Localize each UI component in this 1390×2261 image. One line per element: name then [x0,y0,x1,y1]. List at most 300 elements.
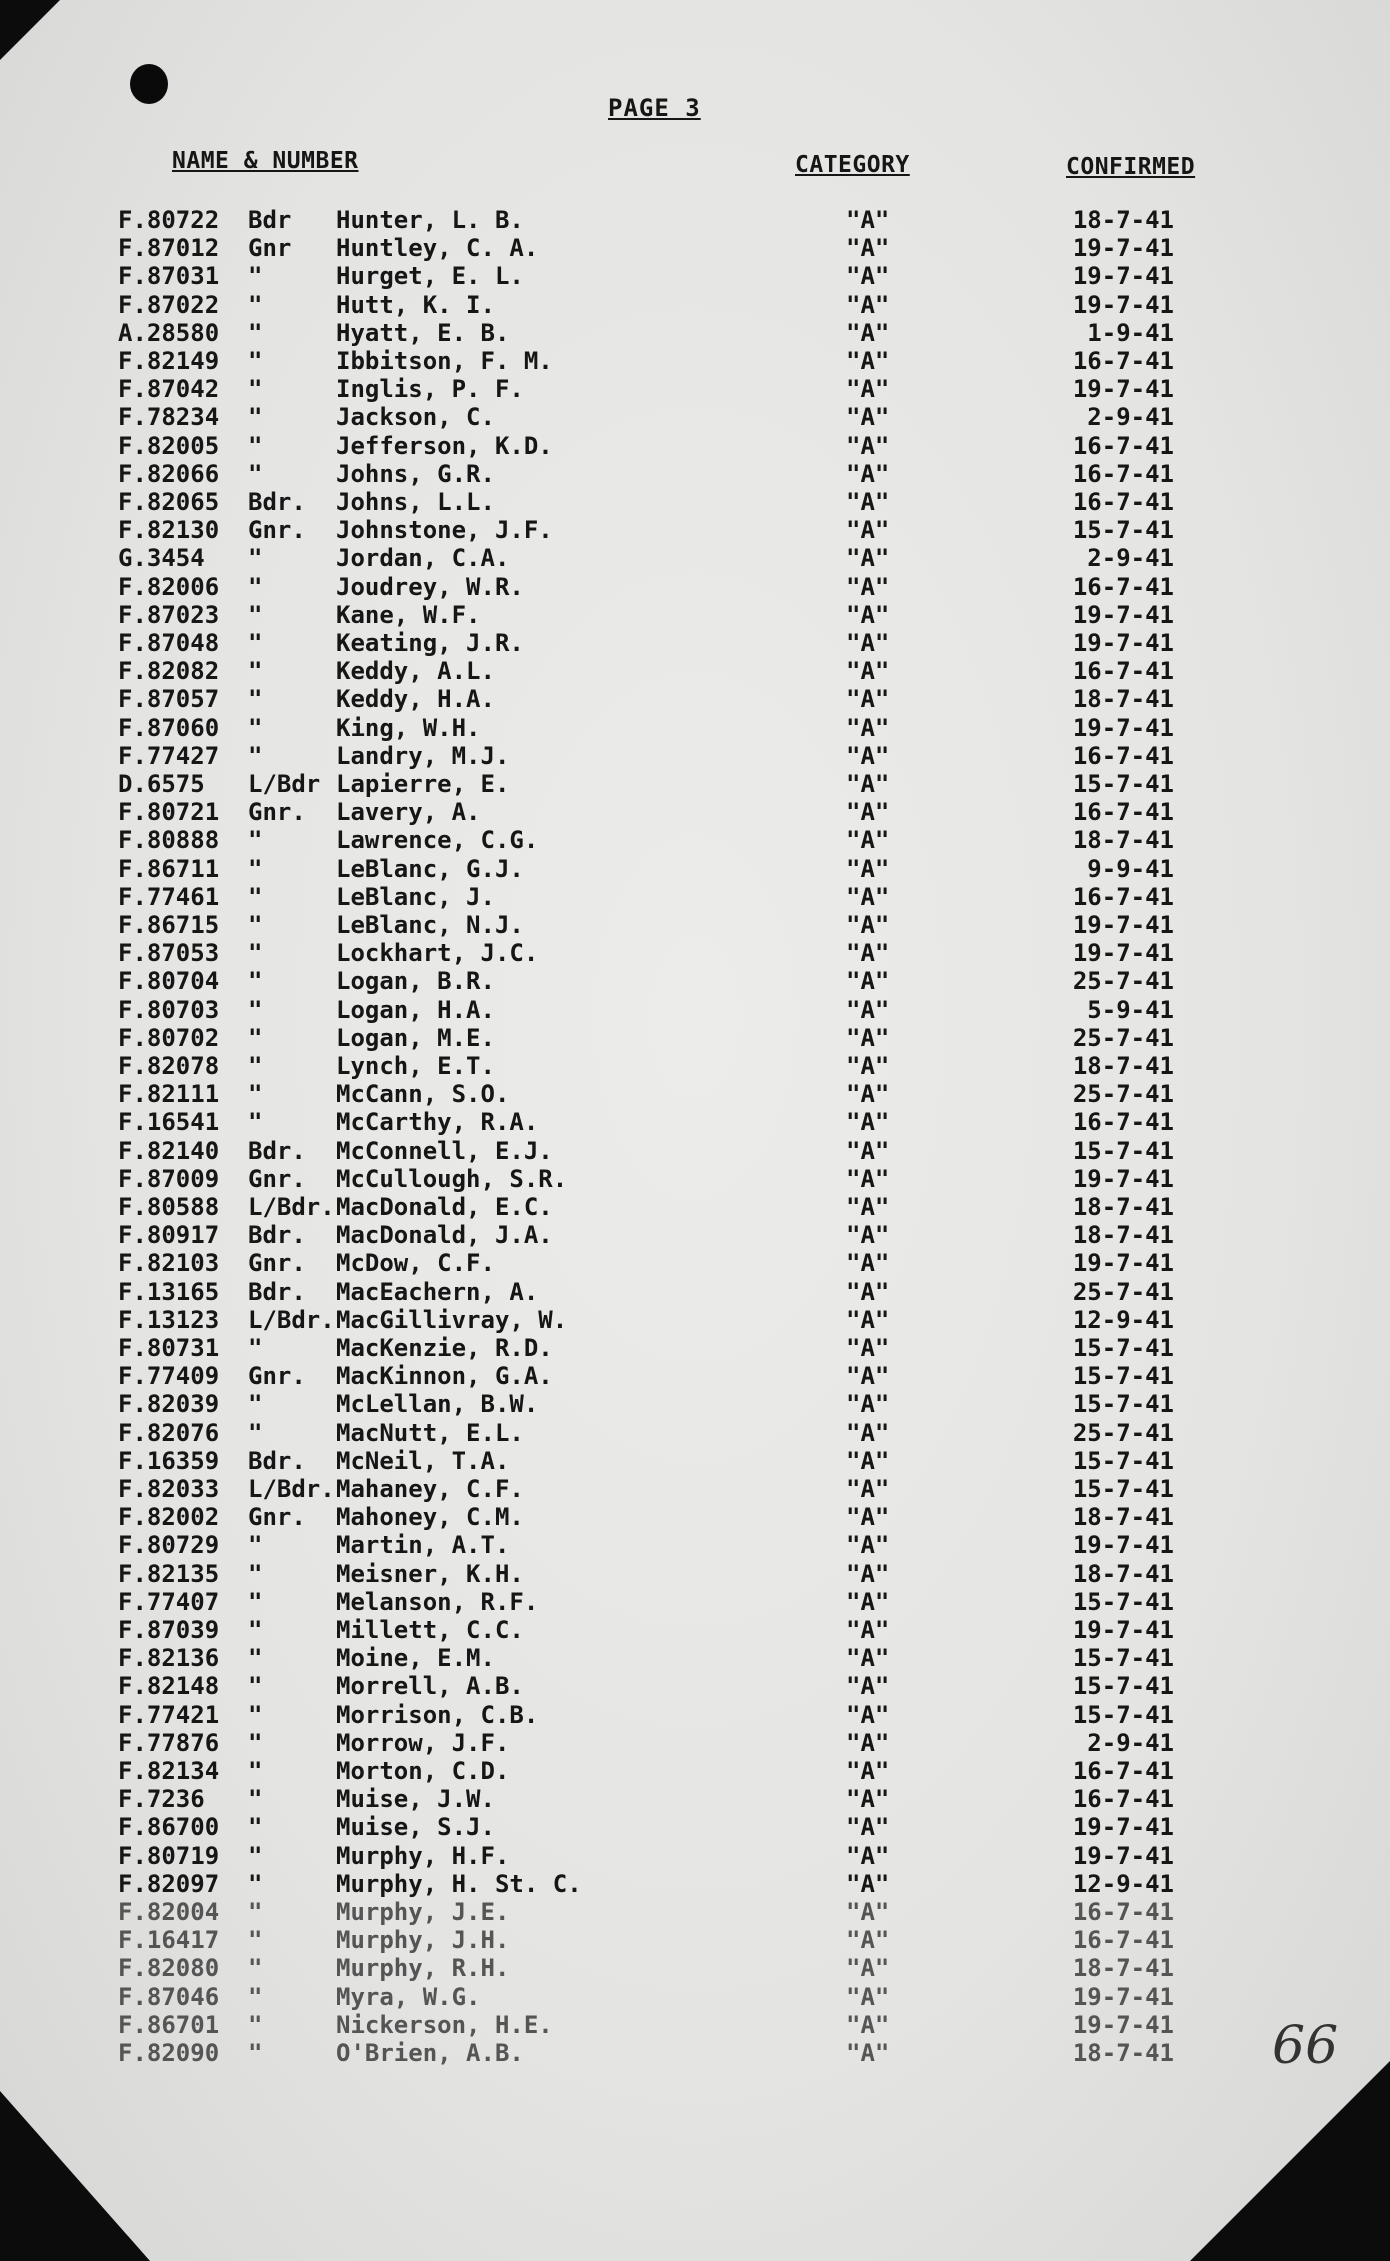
category-value: "A" [846,1785,890,1814]
service-number: F.82090 [118,2039,220,2067]
service-number: F.80719 [118,1841,220,1870]
person-name: McNeil, T.A. [336,1446,510,1475]
roster-row [0,1447,1390,1475]
confirmed-date: 16-7-41 [1072,572,1174,601]
person-name: Johnstone, J.F. [336,516,553,545]
category-value: "A" [846,1249,890,1278]
service-number: F.82130 [118,516,220,545]
roster-row [0,1390,1390,1418]
category-value: "A" [846,403,890,432]
category-value: "A" [846,1136,890,1165]
roster-row [0,1503,1390,1531]
roster-row [0,601,1390,629]
confirmed-date: 16-7-41 [1072,1785,1174,1814]
rank: Gnr [248,234,292,263]
rank: " [248,911,263,939]
roster-row [0,375,1390,403]
person-name: McConnell, E.J. [336,1136,553,1165]
person-name: Logan, M.E. [336,1023,495,1052]
rank: " [248,2039,263,2067]
person-name: Joudrey, W.R. [336,572,524,601]
roster-row [0,1531,1390,1559]
roster-row [0,1165,1390,1193]
confirmed-date: 19-7-41 [1072,1841,1174,1870]
rank: " [248,629,263,657]
rank: " [248,1108,263,1137]
roster-row [0,1954,1390,1982]
service-number: F.86715 [118,911,220,939]
person-name: Lockhart, J.C. [336,939,539,968]
person-name: Hurget, E. L. [336,262,524,291]
confirmed-date: 15-7-41 [1072,1644,1174,1673]
rank: " [248,1841,263,1870]
category-value: "A" [846,939,890,968]
confirmed-date: 19-7-41 [1072,1164,1174,1193]
roster-row [0,939,1390,967]
roster-row [0,488,1390,516]
person-name: Jordan, C.A. [336,544,510,573]
roster-row [0,1588,1390,1616]
roster-row [0,911,1390,939]
service-number: F.82111 [118,1080,220,1109]
service-number: F.87048 [118,629,220,657]
person-name: LeBlanc, J. [336,882,495,911]
rank: " [248,826,263,855]
confirmed-date: 18-7-41 [1072,1503,1174,1532]
roster-row [0,714,1390,742]
confirmed-date: 16-7-41 [1072,1108,1174,1137]
column-header-confirmed: CONFIRMED [1066,154,1196,180]
person-name: Muise, S.J. [336,1813,495,1842]
service-number: F.82140 [118,1136,220,1165]
confirmed-date: 16-7-41 [1072,459,1174,488]
person-name: Morton, C.D. [336,1757,510,1785]
person-name: McLellan, B.W. [336,1390,539,1419]
confirmed-date: 19-7-41 [1072,939,1174,968]
service-number: F.82039 [118,1390,220,1419]
confirmed-date: 15-7-41 [1072,1672,1174,1701]
service-number: F.13123 [118,1305,220,1334]
service-number: F.80917 [118,1221,220,1250]
rank: L/Bdr. [248,1475,335,1503]
rank: " [248,882,263,911]
service-number: F.80731 [118,1334,220,1362]
scan-corner-shadow [0,0,60,60]
person-name: Lapierre, E. [336,770,510,798]
roster-row [0,1193,1390,1221]
roster-row [0,967,1390,995]
roster-row [0,1024,1390,1052]
service-number: F.80721 [118,798,220,827]
service-number: F.82066 [118,459,220,488]
person-name: Johns, G.R. [336,459,495,488]
person-name: Logan, B.R. [336,967,495,996]
rank: " [248,1757,263,1785]
roster-row [0,432,1390,460]
roster-row [0,1644,1390,1672]
rank: Bdr. [248,488,306,516]
service-number: D.6575 [118,770,205,798]
roster-row [0,347,1390,375]
rank: " [248,347,263,375]
category-value: "A" [846,459,890,488]
category-value: "A" [846,911,890,939]
category-value: "A" [846,1080,890,1109]
rank: " [248,1587,263,1616]
rank: " [248,1334,263,1362]
confirmed-date: 15-7-41 [1072,1475,1174,1503]
roster-row [0,798,1390,826]
roster-row [0,262,1390,290]
person-name: Huntley, C. A. [336,234,539,263]
confirmed-date: 19-7-41 [1072,1249,1174,1278]
person-name: McCullough, S.R. [336,1164,568,1193]
category-value: "A" [846,1446,890,1475]
confirmed-date: 15-7-41 [1072,1446,1174,1475]
confirmed-date: 19-7-41 [1072,600,1174,629]
roster-row [0,1419,1390,1447]
person-name: Murphy, H.F. [336,1841,510,1870]
confirmed-date: 19-7-41 [1072,375,1174,404]
rank: " [248,1954,263,1983]
roster-row [0,403,1390,431]
category-value: "A" [846,1221,890,1250]
confirmed-date: 12-9-41 [1072,1305,1174,1334]
rank: " [248,431,263,460]
roster-row [0,1306,1390,1334]
confirmed-date: 19-7-41 [1072,290,1174,319]
person-name: Kane, W.F. [336,600,481,629]
roster-row [0,1842,1390,1870]
roster-row [0,291,1390,319]
roster-row [0,1052,1390,1080]
confirmed-date: 19-7-41 [1072,262,1174,291]
person-name: King, W.H. [336,713,481,742]
service-number: F.80888 [118,826,220,855]
person-name: MacNutt, E.L. [336,1418,524,1447]
person-name: Jackson, C. [336,403,495,432]
roster-row [0,319,1390,347]
confirmed-date: 16-7-41 [1072,798,1174,827]
service-number: F.82135 [118,1559,220,1588]
category-value: "A" [846,290,890,319]
rank: " [248,1982,263,2011]
category-value: "A" [846,1362,890,1391]
roster-row [0,1278,1390,1306]
rank: " [248,995,263,1024]
rank: " [248,685,263,714]
person-name: Keating, J.R. [336,629,524,657]
roster-row [0,1983,1390,2011]
confirmed-date: 16-7-41 [1072,1926,1174,1955]
roster-row [0,1080,1390,1108]
confirmed-date: 2-9-41 [1087,1728,1174,1757]
scan-corner-shadow [1190,2061,1390,2261]
confirmed-date: 16-7-41 [1072,488,1174,516]
roster-row [0,1560,1390,1588]
category-value: "A" [846,1390,890,1419]
person-name: Lawrence, C.G. [336,826,539,855]
service-number: F.80703 [118,995,220,1024]
person-name: Murphy, J.H. [336,1926,510,1955]
confirmed-date: 18-7-41 [1072,1559,1174,1588]
person-name: Moine, E.M. [336,1644,495,1673]
service-number: F.82149 [118,347,220,375]
rank: Gnr. [248,1164,306,1193]
person-name: McDow, C.F. [336,1249,495,1278]
category-value: "A" [846,516,890,545]
confirmed-date: 18-7-41 [1072,206,1174,234]
service-number: F.77409 [118,1362,220,1391]
category-value: "A" [846,1503,890,1532]
rank: " [248,967,263,996]
category-value: "A" [846,375,890,404]
roster-row [0,2039,1390,2067]
service-number: F.87042 [118,375,220,404]
person-name: Hunter, L. B. [336,206,524,234]
confirmed-date: 19-7-41 [1072,1531,1174,1560]
service-number: F.86700 [118,1813,220,1842]
service-number: F.82078 [118,1052,220,1080]
roster-row [0,770,1390,798]
service-number: F.7236 [118,1785,205,1814]
roster-row [0,1616,1390,1644]
category-value: "A" [846,1672,890,1701]
roster-row [0,1221,1390,1249]
service-number: F.82005 [118,431,220,460]
roster-row [0,883,1390,911]
category-value: "A" [846,798,890,827]
rank: L/Bdr [248,770,321,798]
roster-row [0,1137,1390,1165]
category-value: "A" [846,1898,890,1926]
service-number: F.77461 [118,882,220,911]
rank: Bdr. [248,1446,306,1475]
category-value: "A" [846,2010,890,2039]
service-number: F.87012 [118,234,220,263]
scan-corner-shadow [0,2091,150,2261]
rank: L/Bdr. [248,1193,335,1221]
rank: " [248,713,263,742]
roster-row [0,2011,1390,2039]
category-value: "A" [846,1164,890,1193]
rank: " [248,544,263,573]
roster-row [0,1334,1390,1362]
rank: " [248,1728,263,1757]
person-name: Myra, W.G. [336,1982,481,2011]
confirmed-date: 16-7-41 [1072,741,1174,770]
person-name: MacKenzie, R.D. [336,1334,553,1362]
service-number: G.3454 [118,544,205,573]
service-number: F.80729 [118,1531,220,1560]
category-value: "A" [846,770,890,798]
person-name: Millett, C.C. [336,1616,524,1644]
rank: " [248,854,263,883]
punch-hole [130,64,168,104]
confirmed-date: 18-7-41 [1072,826,1174,855]
rank: " [248,600,263,629]
service-number: F.80722 [118,206,220,234]
confirmed-date: 25-7-41 [1072,1277,1174,1306]
confirmed-date: 18-7-41 [1072,1193,1174,1221]
confirmed-date: 19-7-41 [1072,1616,1174,1644]
category-value: "A" [846,854,890,883]
confirmed-date: 19-7-41 [1072,911,1174,939]
category-value: "A" [846,1418,890,1447]
person-name: Ibbitson, F. M. [336,347,553,375]
person-name: Hyatt, E. B. [336,318,510,347]
person-name: Johns, L.L. [336,488,495,516]
confirmed-date: 18-7-41 [1072,685,1174,714]
rank: Gnr. [248,1249,306,1278]
rank: L/Bdr. [248,1305,335,1334]
rank: " [248,939,263,968]
category-value: "A" [846,967,890,996]
roster-row [0,742,1390,770]
roster-row [0,234,1390,262]
person-name: McCann, S.O. [336,1080,510,1109]
confirmed-date: 16-7-41 [1072,1757,1174,1785]
roster-row [0,826,1390,854]
service-number: F.16417 [118,1926,220,1955]
roster-row [0,516,1390,544]
confirmed-date: 9-9-41 [1087,854,1174,883]
person-name: Murphy, R.H. [336,1954,510,1983]
person-name: Jefferson, K.D. [336,431,553,460]
rank: " [248,1616,263,1644]
person-name: Morrell, A.B. [336,1672,524,1701]
rank: " [248,1700,263,1729]
rank: " [248,1052,263,1080]
service-number: F.82004 [118,1898,220,1926]
service-number: F.77876 [118,1728,220,1757]
category-value: "A" [846,1334,890,1362]
rank: Bdr [248,206,292,234]
person-name: Mahoney, C.M. [336,1503,524,1532]
person-name: Morrison, C.B. [336,1700,539,1729]
confirmed-date: 15-7-41 [1072,1390,1174,1419]
person-name: Meisner, K.H. [336,1559,524,1588]
person-name: MacKinnon, G.A. [336,1362,553,1391]
category-value: "A" [846,995,890,1024]
confirmed-date: 25-7-41 [1072,1080,1174,1109]
category-value: "A" [846,488,890,516]
service-number: F.80702 [118,1023,220,1052]
service-number: F.82065 [118,488,220,516]
service-number: F.82134 [118,1757,220,1785]
service-number: F.82006 [118,572,220,601]
roster-row [0,1701,1390,1729]
confirmed-date: 2-9-41 [1087,544,1174,573]
rank: " [248,1785,263,1814]
service-number: F.87053 [118,939,220,968]
person-name: Lavery, A. [336,798,481,827]
service-number: F.87023 [118,600,220,629]
service-number: F.82076 [118,1418,220,1447]
category-value: "A" [846,1475,890,1503]
confirmed-date: 16-7-41 [1072,657,1174,686]
category-value: "A" [846,1982,890,2011]
rank: " [248,1898,263,1926]
category-value: "A" [846,1813,890,1842]
service-number: F.87009 [118,1164,220,1193]
roster-row [0,1813,1390,1841]
rank: " [248,1813,263,1842]
roster-row [0,1672,1390,1700]
service-number: F.77407 [118,1587,220,1616]
roster-row [0,460,1390,488]
category-value: "A" [846,262,890,291]
confirmed-date: 15-7-41 [1072,770,1174,798]
person-name: Muise, J.W. [336,1785,495,1814]
rank: " [248,2010,263,2039]
service-number: F.87046 [118,1982,220,2011]
person-name: O'Brien, A.B. [336,2039,524,2067]
rank: " [248,459,263,488]
person-name: Murphy, H. St. C. [336,1869,582,1898]
confirmed-date: 19-7-41 [1072,713,1174,742]
confirmed-date: 19-7-41 [1072,629,1174,657]
rank: " [248,1531,263,1560]
handwritten-page-number: 66 [1272,2016,1339,2076]
service-number: F.82082 [118,657,220,686]
person-name: Martin, A.T. [336,1531,510,1560]
category-value: "A" [846,1559,890,1588]
rank: " [248,1559,263,1588]
rank: " [248,262,263,291]
service-number: F.82002 [118,1503,220,1532]
category-value: "A" [846,2039,890,2067]
confirmed-date: 19-7-41 [1072,1813,1174,1842]
person-name: Keddy, A.L. [336,657,495,686]
service-number: F.82033 [118,1475,220,1503]
rank: " [248,1672,263,1701]
category-value: "A" [846,318,890,347]
person-name: LeBlanc, G.J. [336,854,524,883]
rank: Bdr. [248,1136,306,1165]
roster-row [0,657,1390,685]
person-name: MacEachern, A. [336,1277,539,1306]
roster-row [0,1926,1390,1954]
column-header-category: CATEGORY [795,152,910,178]
category-value: "A" [846,882,890,911]
confirmed-date: 18-7-41 [1072,1221,1174,1250]
rank: " [248,572,263,601]
rank: Gnr. [248,516,306,545]
rank: " [248,1418,263,1447]
service-number: F.16359 [118,1446,220,1475]
rank: " [248,1644,263,1673]
confirmed-date: 25-7-41 [1072,967,1174,996]
rank: " [248,318,263,347]
confirmed-date: 25-7-41 [1072,1418,1174,1447]
category-value: "A" [846,1108,890,1137]
category-value: "A" [846,1277,890,1306]
service-number: F.87022 [118,290,220,319]
category-value: "A" [846,572,890,601]
confirmed-date: 15-7-41 [1072,1700,1174,1729]
category-value: "A" [846,1616,890,1644]
confirmed-date: 15-7-41 [1072,1334,1174,1362]
page-title: PAGE 3 [608,94,701,122]
confirmed-date: 16-7-41 [1072,882,1174,911]
roster-row [0,1249,1390,1277]
confirmed-date: 15-7-41 [1072,1136,1174,1165]
service-number: F.16541 [118,1108,220,1137]
roster-row [0,544,1390,572]
rank: " [248,741,263,770]
service-number: F.77427 [118,741,220,770]
